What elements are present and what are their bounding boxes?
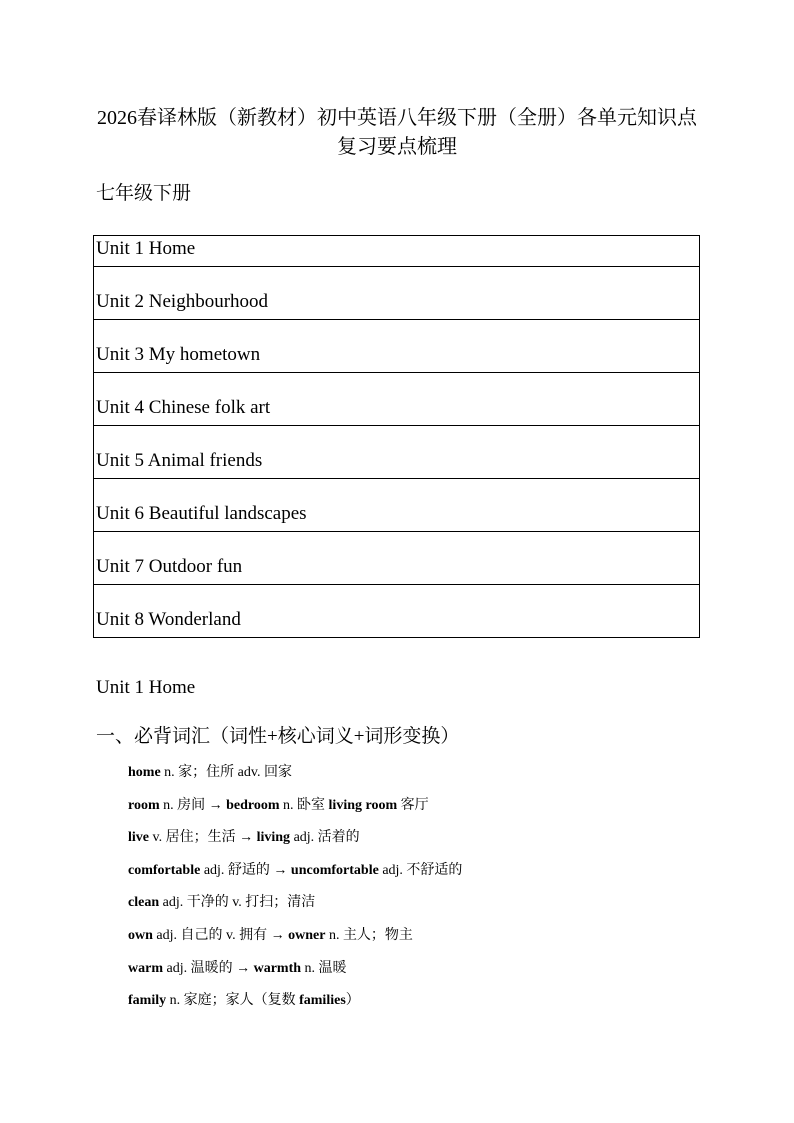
vocab-word: warmth xyxy=(253,960,302,976)
vocab-definition: ） xyxy=(345,993,360,1009)
vocab-word: clean xyxy=(128,895,160,911)
vocab-definition: adj. 舒适的 → xyxy=(200,862,291,878)
vocab-word: bedroom xyxy=(226,797,280,813)
vocab-word: families xyxy=(299,993,346,1009)
vocab-definition: adj. 自己的 v. 拥有 → xyxy=(152,927,289,943)
vocab-item xyxy=(128,761,462,794)
vocab-definition: n. 房间 → xyxy=(159,797,227,813)
vocab-word: living xyxy=(256,830,291,846)
vocab-word: own xyxy=(128,927,153,943)
unit-cell: Unit 8 Wonderland xyxy=(94,585,700,638)
unit-cell: Unit 3 My hometown xyxy=(94,320,700,373)
section-heading: 一、必背词汇（词性+核心词义+词形变换） xyxy=(96,726,460,747)
table-row xyxy=(94,426,700,479)
vocab-list xyxy=(128,761,462,1022)
grade-heading: 七年级下册 xyxy=(96,183,192,204)
vocab-word: family xyxy=(128,993,167,1009)
table-row xyxy=(94,267,700,320)
unit-cell: Unit 5 Animal friends xyxy=(94,426,700,479)
vocab-word: room xyxy=(128,797,160,813)
vocab-item xyxy=(128,957,462,990)
vocab-definition: adj. 不舒适的 xyxy=(378,862,463,878)
vocab-definition: adj. 温暖的 → xyxy=(163,960,254,976)
vocab-word: living room xyxy=(328,797,398,813)
section-unit-title: Unit 1 Home xyxy=(96,677,196,698)
table-row xyxy=(94,373,700,426)
table-row xyxy=(94,320,700,373)
unit-cell: Unit 1 Home xyxy=(94,236,700,267)
vocab-definition: n. 家；住所 adv. 回家 xyxy=(160,765,292,780)
vocab-word: live xyxy=(128,830,149,846)
page-title: 2026春译林版（新教材）初中英语八年级下册（全册）各单元知识点复习要点梳理 xyxy=(97,107,697,158)
table-row xyxy=(94,532,700,585)
vocab-item xyxy=(128,859,462,892)
table-row xyxy=(94,585,700,638)
vocab-item xyxy=(128,826,462,859)
vocab-definition: adj. 干净的 v. 打扫；清洁 xyxy=(159,895,316,911)
unit-cell: Unit 2 Neighbourhood xyxy=(94,267,700,320)
vocab-definition: n. 家庭；家人（复数 xyxy=(166,993,300,1009)
table-row xyxy=(94,479,700,532)
vocab-word: uncomfortable xyxy=(290,862,379,878)
table-row xyxy=(94,236,700,267)
vocab-word: home xyxy=(128,765,161,780)
unit-cell: Unit 4 Chinese folk art xyxy=(94,373,700,426)
units-table xyxy=(93,235,700,638)
vocab-word: warm xyxy=(128,960,163,976)
vocab-definition: n. 卧室 xyxy=(279,797,329,813)
vocab-definition: n. 主人；物主 xyxy=(325,927,413,943)
unit-cell: Unit 7 Outdoor fun xyxy=(94,532,700,585)
vocab-definition: 客厅 xyxy=(397,797,429,813)
vocab-definition: n. 温暖 xyxy=(301,960,347,976)
vocab-item xyxy=(128,924,462,957)
vocab-item xyxy=(128,891,462,924)
vocab-item xyxy=(128,989,462,1022)
vocab-word: owner xyxy=(288,927,326,943)
vocab-item xyxy=(128,794,462,827)
vocab-word: comfortable xyxy=(128,862,201,878)
vocab-definition: adj. 活着的 xyxy=(290,830,360,846)
vocab-definition: v. 居住；生活 → xyxy=(149,830,257,846)
unit-cell: Unit 6 Beautiful landscapes xyxy=(94,479,700,532)
